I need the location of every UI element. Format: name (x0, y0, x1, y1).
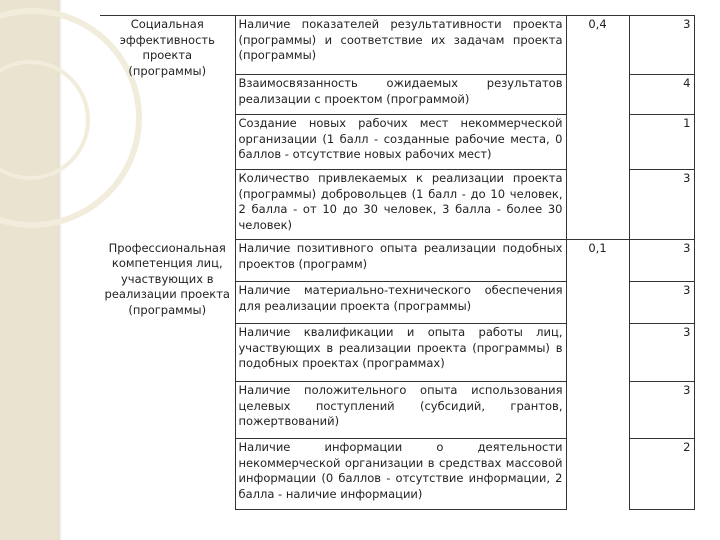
criterion-cell: Социальная эффективность проекта (программы) (100, 16, 235, 240)
weight-cell: 0,4 (566, 16, 629, 240)
table-row (100, 16, 694, 75)
indicator-cell: Создание новых рабочих мест некоммерческой организации (1 балл - созданные рабочие места, 0 баллов - отсутствие новых рабочих мест) (235, 115, 566, 170)
score-cell: 2 (629, 439, 694, 510)
score-cell: 3 (629, 240, 694, 282)
score-cell: 3 (629, 170, 694, 240)
score-cell: 4 (629, 75, 694, 115)
indicator-cell: Наличие показателей результативности проекта (программы) и соответствие их задачам проекта (программы) (235, 16, 566, 75)
indicator-cell: Взаимосвязанность ожидаемых результатов реализации с проектом (программой) (235, 75, 566, 115)
indicator-cell: Количество привлекаемых к реализации проекта (программы) добровольцев (1 балл - до 10 человек, 2 балла - от 10 до 30 человек, 3 балла - более 30 человек) (235, 170, 566, 240)
table-row (100, 240, 694, 282)
score-cell: 3 (629, 382, 694, 439)
score-cell: 3 (629, 16, 694, 75)
score-cell: 3 (629, 282, 694, 324)
score-cell: 3 (629, 324, 694, 382)
score-cell: 1 (629, 115, 694, 170)
indicator-cell: Наличие позитивного опыта реализации подобных проектов (программ) (235, 240, 566, 282)
indicator-cell: Наличие материально-технического обеспечения для реализации проекта (программы) (235, 282, 566, 324)
evaluation-criteria-table (100, 15, 695, 510)
weight-cell: 0,1 (566, 240, 629, 510)
indicator-cell: Наличие квалификации и опыта работы лиц, участвующих в реализации проекта (программы) в подобных проектах (программах) (235, 324, 566, 382)
criterion-cell: Профессиональная компетенция лиц, участвующих в реализации проекта (программы) (100, 240, 235, 510)
indicator-cell: Наличие положительного опыта использования целевых поступлений (субсидий, грантов, пожертвований) (235, 382, 566, 439)
indicator-cell: Наличие информации о деятельности некоммерческой организации в средствах массовой информации (0 баллов - отсутствие информации, 2 балла - наличие информации) (235, 439, 566, 510)
